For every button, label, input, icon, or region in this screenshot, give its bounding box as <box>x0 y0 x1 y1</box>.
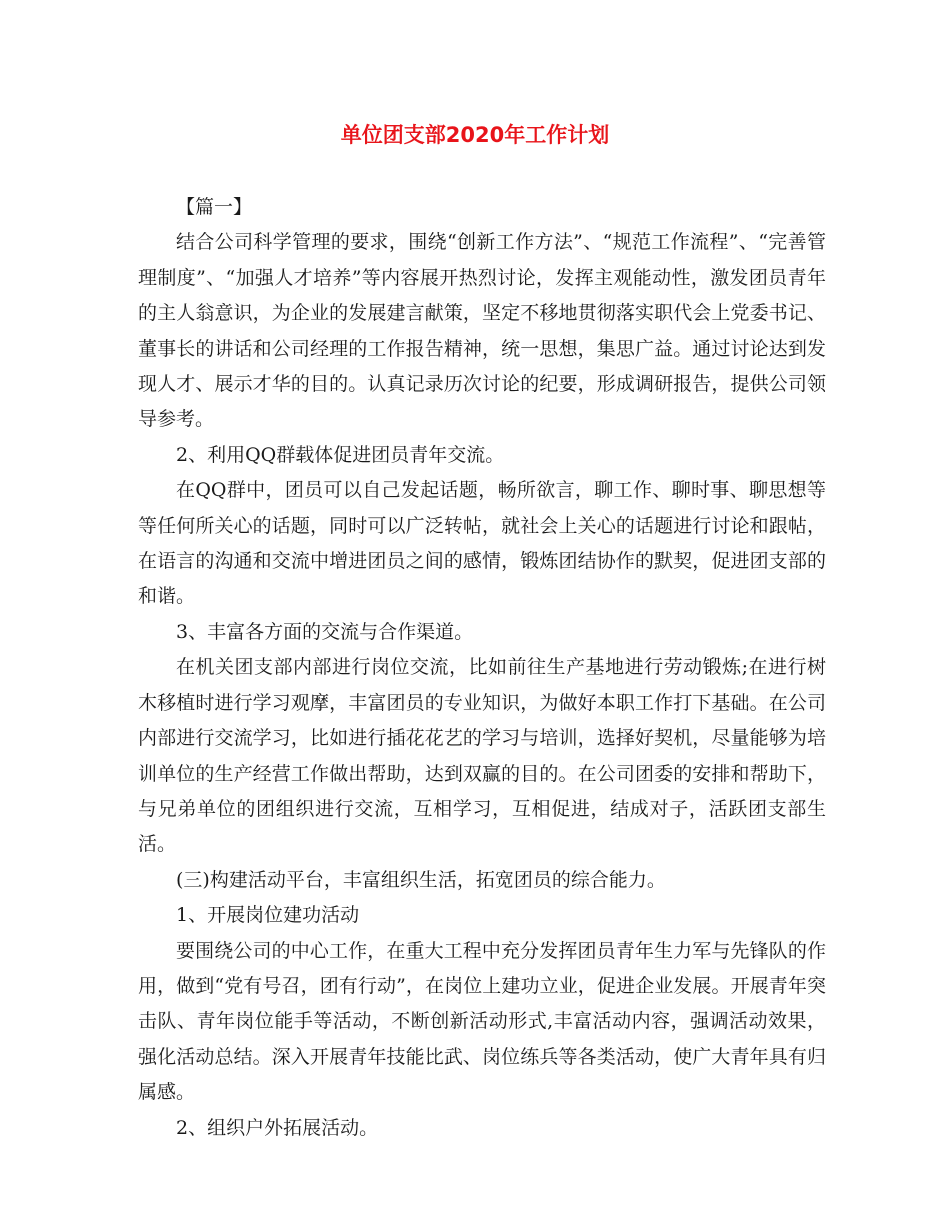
paragraph: 要围绕公司的中心工作，在重大工程中充分发挥团员青年生力军与先锋队的作用，做到“党有号召，团有行动”，在岗位上建功立业，促进企业发展。开展青年突击队、青年岗位能手等活动，不断创新活动形式,丰富活动内容，强调活动效果，强化活动总结。深入开展青年技能比武、岗位练兵等各类活动，使广大青年具有归属感。 <box>138 939 826 1104</box>
document-body <box>138 190 826 1146</box>
subsection-heading: (三)构建活动平台，丰富组织生活，拓宽团员的综合能力。 <box>176 868 666 891</box>
document-title: 单位团支部2020年工作计划 <box>340 123 610 147</box>
paragraph: 在机关团支部内部进行岗位交流，比如前往生产基地进行劳动锻炼;在进行树木移植时进行学习观摩，丰富团员的专业知识，为做好本职工作打下基础。在公司内部进行交流学习，比如进行插花花艺的学习与培训，选择好契机，尽量能够为培训单位的生产经营工作做出帮助，达到双赢的目的。在公司团委的安排和帮助下，与兄弟单位的团组织进行交流，互相学习，互相促进，结成对子，活跃团支部生活。 <box>138 656 826 856</box>
list-heading: 2、组织户外拓展活动。 <box>176 1116 379 1139</box>
paragraph: 在QQ群中，团员可以自己发起话题，畅所欲言，聊工作、聊时事、聊思想等等任何所关心的话题，同时可以广泛转帖，就社会上关心的话题进行讨论和跟帖，在语言的沟通和交流中增进团员之间的感情，锻炼团结协作的默契，促进团支部的和谐。 <box>138 479 826 608</box>
section-heading: 【篇一】 <box>176 196 253 218</box>
list-heading: 2、利用QQ群载体促进团员青年交流。 <box>176 443 505 466</box>
list-heading: 1、开展岗位建功活动 <box>176 904 360 927</box>
paragraph: 结合公司科学管理的要求，围绕“创新工作方法”、“规范工作流程”、“完善管理制度”、“加强人才培养”等内容展开热烈讨论，发挥主观能动性，激发团员青年的主人翁意识，为企业的发展建言献策，坚定不移地贯彻落实职代会上党委书记、董事长的讲话和公司经理的工作报告精神，统一思想，集思广益。通过讨论达到发现人才、展示才华的目的。认真记录历次讨论的纪要，形成调研报告，提供公司领导参考。 <box>138 231 826 431</box>
list-heading: 3、丰富各方面的交流与合作渠道。 <box>176 620 474 643</box>
